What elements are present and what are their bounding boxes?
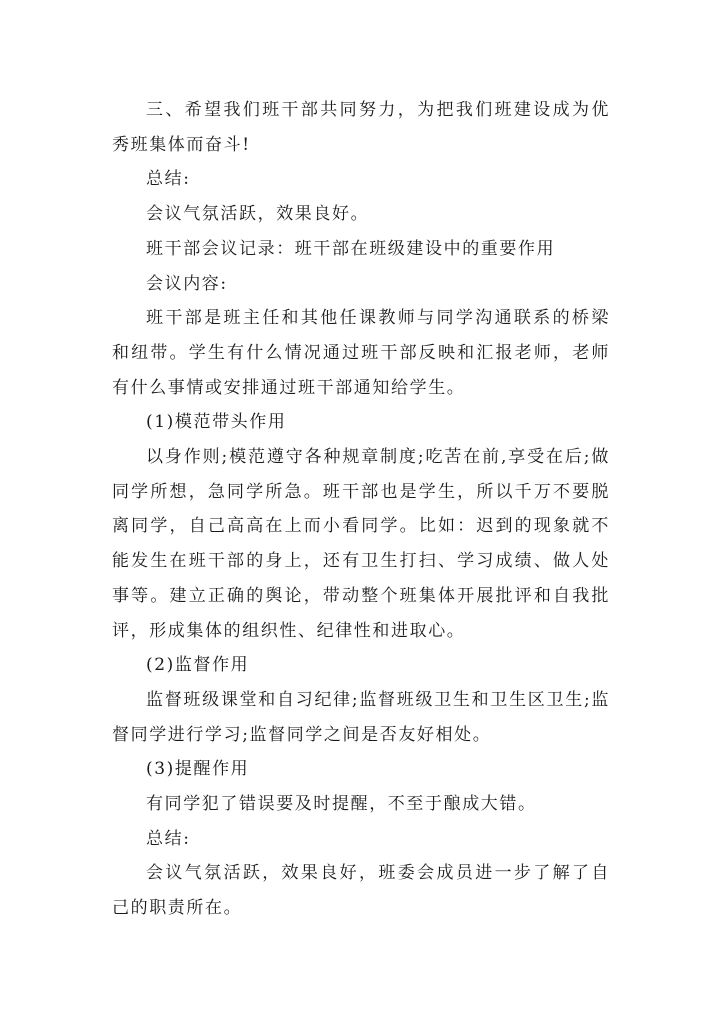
- paragraph-role-1-text: 以身作则;模范遵守各种规章制度;吃苦在前,享受在后;做同学所想，急同学所急。班干部也是学生，所以千万不要脱离同学，自己高高在上而小看同学。比如：迟到的现象就不能发生在班干部的身上，还有卫生打扫、学习成绩、做人处事等。建立正确的舆论，带动整个班集体开展批评和自我批评，形成集体的组织性、纪律性和进取心。: [112, 447, 610, 641]
- document-body: [112, 93, 610, 926]
- paragraph-final-summary-heading: 总结:: [146, 828, 191, 849]
- paragraph-bridge-role: 班干部是班主任和其他任课教师与同学沟通联系的桥梁和纽带。学生有什么情况通过班干部反映和汇报老师，老师有什么事情或安排通过班干部通知给学生。: [112, 308, 610, 398]
- paragraph-role-2-text: 监督班级课堂和自习纪律;监督班级卫生和卫生区卫生;监督同学进行学习;监督同学之间是否友好相处。: [112, 689, 610, 745]
- paragraph-summary-heading: 总结:: [146, 169, 191, 190]
- paragraph-role-3-heading: (3)提醒作用: [146, 759, 250, 780]
- paragraph-summary-text: 会议气氛活跃，效果良好。: [146, 204, 370, 225]
- paragraph-role-2-heading: (2)监督作用: [146, 655, 250, 676]
- paragraph-role-3-text: 有同学犯了错误要及时提醒，不至于酿成大错。: [146, 794, 537, 815]
- paragraph-final-summary-text: 会议气氛活跃，效果良好，班委会成员进一步了解了自己的职责所在。: [112, 863, 610, 919]
- paragraph-meeting-content-heading: 会议内容:: [146, 273, 228, 294]
- paragraph-role-1-heading: (1)模范带头作用: [146, 412, 287, 433]
- paragraph-meeting-record-title: 班干部会议记录：班干部在班级建设中的重要作用: [146, 238, 556, 259]
- paragraph-goal: 三、希望我们班干部共同努力，为把我们班建设成为优秀班集体而奋斗!: [112, 100, 610, 155]
